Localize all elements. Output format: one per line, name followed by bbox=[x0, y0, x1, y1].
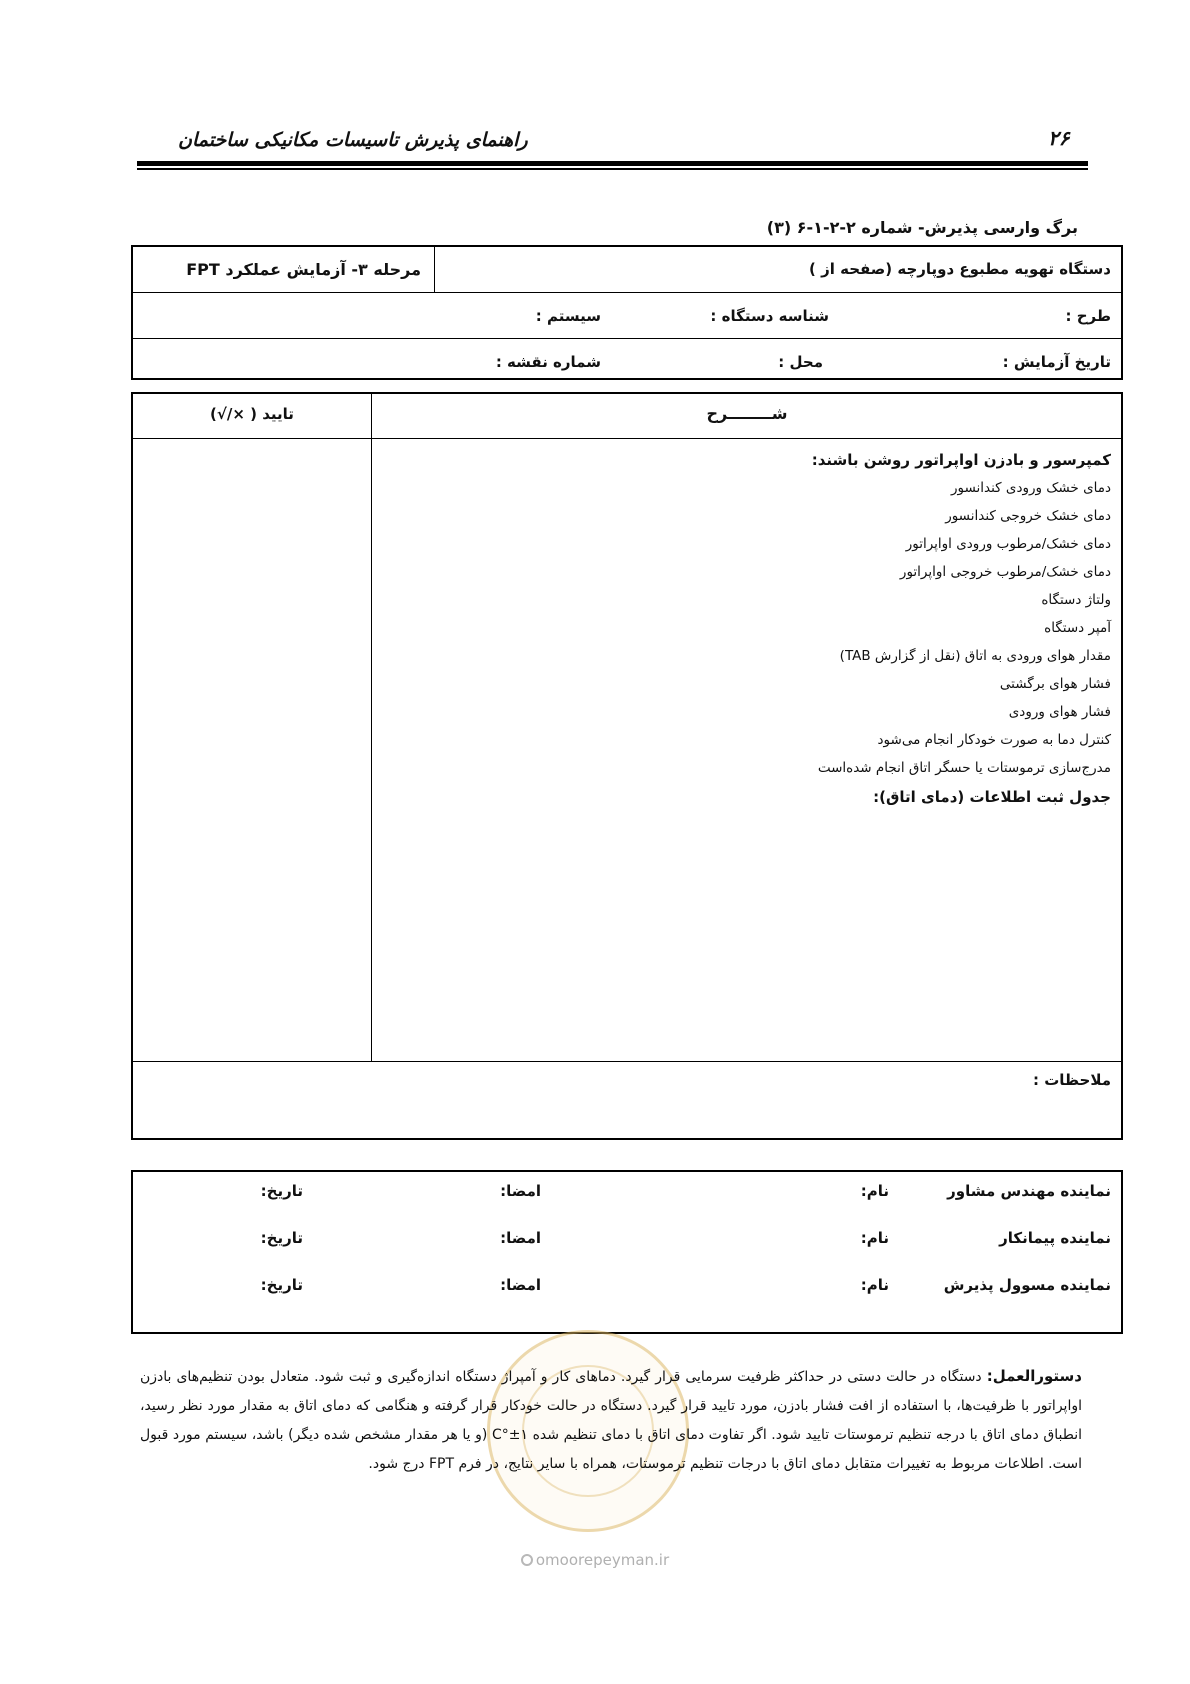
checklist-item: آمپر دستگاه bbox=[1044, 620, 1111, 636]
instructions bbox=[140, 1362, 1082, 1479]
checklist-item: دمای خشک خروجی کندانسور bbox=[945, 508, 1111, 524]
checklist-table bbox=[131, 392, 1123, 1140]
remarks-divider bbox=[133, 1061, 1121, 1062]
signature-role: نماینده مهندس مشاور bbox=[947, 1182, 1111, 1200]
row-divider bbox=[133, 292, 1121, 293]
info-table bbox=[131, 245, 1123, 380]
approval-column-divider bbox=[371, 394, 372, 1061]
watermark-site bbox=[0, 1551, 1190, 1569]
remarks-label: ملاحظات : bbox=[1032, 1071, 1111, 1089]
table-title: جدول ثبت اطلاعات (دمای اتاق): bbox=[873, 788, 1111, 806]
test-date-field[interactable]: تاریخ آزمایش : bbox=[1002, 353, 1111, 371]
approval-header: تایید ( ×/√) bbox=[210, 405, 294, 423]
instructions-text: دستگاه در حالت دستی در حداکثر ظرفیت سرمایی قرار گیرد. دماهای کار و آمپراژ دستگاه اندازه‌گیری و ثبت شود. متعادل بودن تنظیم‌های بادزن اواپراتور با ظرفیت‌ها، با استفاده از افت فشار بادزن، مورد تایید قرار گیرد. دستگاه در حالت خودکار قرار گرفته و هنگامی که دمای اتاق به مقدار مورد نظر رسید، انطباق دمای اتاق با درجه تنظیم ترموستات تایید شود. اگر تفاوت دمای اتاق با دمای تنظیم شده ۱±°C (و یا هر مقدار مشخص شده دیگر) باشد، سیستم مورد قبول است. اطلاعات مربوط به تغییرات متقابل دمای اتاق با درجات تنظیم ترموستات، همراه با سایر نتایج، در فرم FPT درج شود. bbox=[140, 1369, 1082, 1472]
book-title: راهنمای پذیرش تاسیسات مکانیکی ساختمان bbox=[178, 129, 528, 151]
name-label[interactable]: نام: bbox=[860, 1229, 889, 1247]
checklist-item: ولتاژ دستگاه bbox=[1041, 592, 1111, 608]
sign-label[interactable]: امضا: bbox=[500, 1182, 541, 1200]
form-title: برگ وارسی پذیرش- شماره ۲-۲-۱-۶ (۳) bbox=[766, 218, 1078, 237]
date-label[interactable]: تاریخ: bbox=[260, 1182, 303, 1200]
project-field[interactable]: طرح : bbox=[1065, 307, 1111, 325]
signature-role: نماینده پیمانکار bbox=[999, 1229, 1111, 1247]
section-title: کمپرسور و بادزن اواپراتور روشن باشند: bbox=[811, 451, 1111, 469]
name-label[interactable]: نام: bbox=[860, 1182, 889, 1200]
signatures-table bbox=[131, 1170, 1123, 1334]
checklist-item: فشار هوای ورودی bbox=[1008, 704, 1111, 720]
column-divider bbox=[434, 247, 435, 292]
sign-label[interactable]: امضا: bbox=[500, 1229, 541, 1247]
sign-label[interactable]: امضا: bbox=[500, 1276, 541, 1294]
page-number: ۲۶ bbox=[1048, 126, 1070, 150]
stage-label: مرحله ۳- آزمایش عملکرد FPT bbox=[186, 260, 421, 279]
watermark-site-text: omoorepeyman.ir bbox=[535, 1551, 670, 1569]
signature-role: نماینده مسوول پذیرش bbox=[943, 1276, 1111, 1294]
date-label[interactable]: تاریخ: bbox=[260, 1276, 303, 1294]
checklist-item: دمای خشک/مرطوب خروجی اواپراتور bbox=[899, 564, 1111, 580]
copyright-icon bbox=[521, 1554, 533, 1566]
date-label[interactable]: تاریخ: bbox=[260, 1229, 303, 1247]
header-rule bbox=[137, 161, 1088, 166]
instructions-label: دستورالعمل: bbox=[986, 1367, 1082, 1385]
checklist-item: فشار هوای برگشتی bbox=[999, 676, 1111, 692]
checklist-item: دمای خشک/مرطوب ورودی اواپراتور bbox=[905, 536, 1111, 552]
checklist-item: مدرج‌سازی ترموستات یا حسگر اتاق انجام شده‌است bbox=[817, 760, 1111, 776]
drawing-number-field[interactable]: شماره نقشه : bbox=[495, 353, 601, 371]
header-rule-thin bbox=[137, 168, 1088, 170]
location-field[interactable]: محل : bbox=[778, 353, 823, 371]
row-divider bbox=[133, 338, 1121, 339]
description-header: شــــــــرح bbox=[706, 404, 788, 423]
device-id-field[interactable]: شناسه دستگاه : bbox=[710, 307, 829, 325]
header-divider bbox=[133, 438, 1121, 439]
checklist-item: دمای خشک ورودی کندانسور bbox=[950, 480, 1111, 496]
system-field[interactable]: سیستم : bbox=[535, 307, 601, 325]
device-title: دستگاه تهویه مطبوع دوپارچه (صفحه از ) bbox=[809, 260, 1111, 278]
name-label[interactable]: نام: bbox=[860, 1276, 889, 1294]
checklist-item: کنترل دما به صورت خودکار انجام می‌شود bbox=[877, 732, 1111, 748]
checklist-item: مقدار هوای ورودی به اتاق (نقل از گزارش TAB) bbox=[839, 648, 1111, 664]
